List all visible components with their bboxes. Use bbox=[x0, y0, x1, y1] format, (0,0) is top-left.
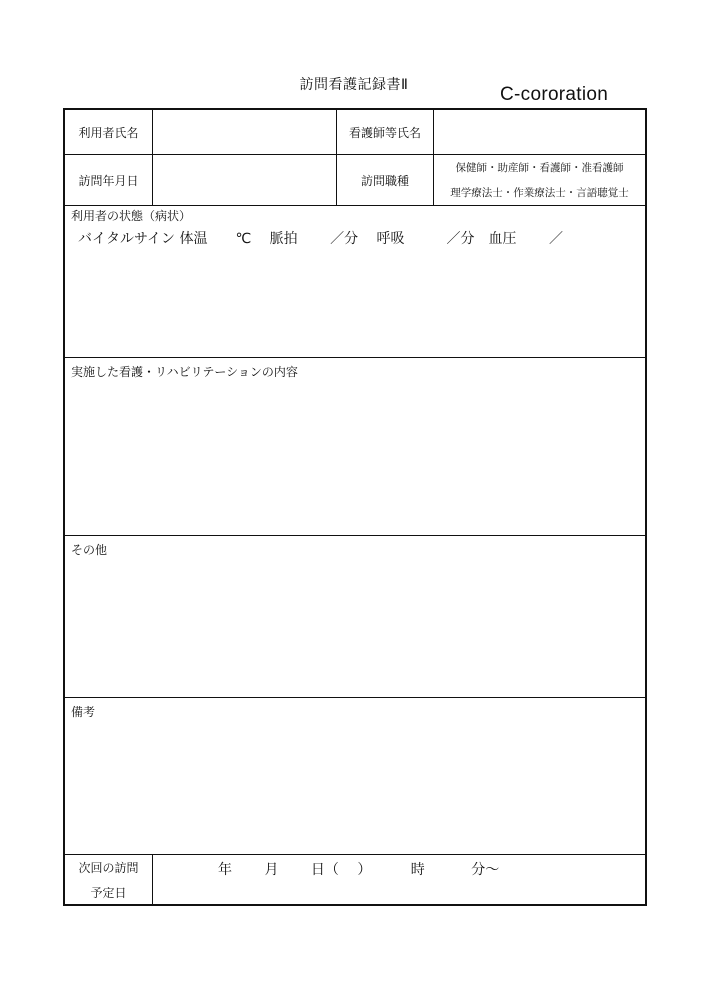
condition-section-label: 利用者の状態（病状） bbox=[71, 209, 192, 223]
next-visit-label-line1: 次回の訪問 bbox=[78, 861, 139, 875]
occupation-options-line2: 理学療法士・作業療法士・言語聴覚士 bbox=[450, 187, 629, 199]
visit-occupation-label: 訪問職種 bbox=[360, 173, 409, 188]
next-visit-schedule[interactable]: 年 月 日（ ） 時 分～ bbox=[218, 862, 500, 878]
other-section-label: その他 bbox=[71, 543, 108, 557]
company-name: C-cororation bbox=[500, 84, 609, 105]
patient-name-field[interactable] bbox=[153, 110, 336, 154]
row-divider bbox=[65, 357, 645, 358]
visit-date-label: 訪問年月日 bbox=[78, 173, 139, 188]
next-visit-label-line2: 予定日 bbox=[90, 886, 127, 900]
document-title: 訪問看護記録書Ⅱ bbox=[299, 77, 409, 93]
vital-signs-line: バイタルサイン 体温 ℃ 脈拍 ／分 呼吸 ／分 血圧 ／ bbox=[78, 231, 563, 247]
row-divider bbox=[65, 205, 645, 206]
nurse-name-field[interactable] bbox=[434, 110, 645, 154]
care-content-section-label: 実施した看護・リハビリテーションの内容 bbox=[71, 365, 298, 379]
row-divider bbox=[65, 697, 645, 698]
occupation-options-line1: 保健師・助産師・看護師・准看護師 bbox=[455, 162, 624, 174]
nurse-name-label: 看護師等氏名 bbox=[348, 125, 421, 140]
remarks-section-label: 備考 bbox=[71, 705, 96, 719]
patient-name-label: 利用者氏名 bbox=[78, 125, 139, 140]
column-divider bbox=[152, 854, 153, 904]
visit-date-field[interactable] bbox=[153, 155, 336, 205]
visit-record-form bbox=[63, 108, 647, 906]
row-divider bbox=[65, 535, 645, 536]
